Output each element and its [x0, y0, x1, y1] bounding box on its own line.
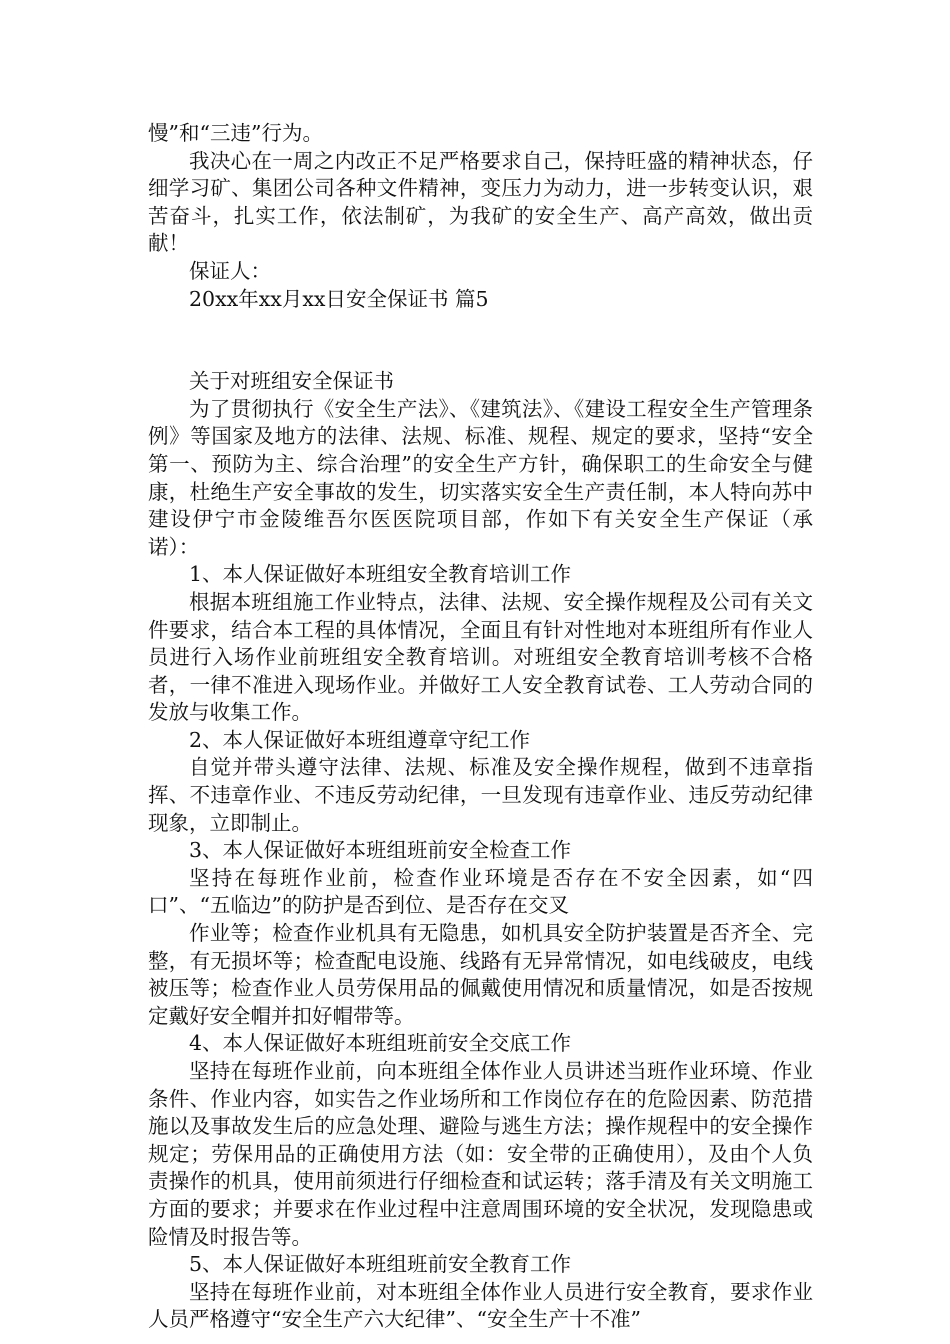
paragraph: 坚持在每班作业前，向本班组全体作业人员讲述当班作业环境、作业条件、作业内容，如实告之作业场所和工作岗位存在的危险因素、防范措施以及事故发生后的应急处理、避险与逃生方法；操作规程中的安全操作规定；劳保用品的正确使用方法（如：安全带的正确使用），及由个人负责操作的机具，使用前须进行仔细检查和试运转；落手清及有关文明施工方面的要求；并要求在作业过程中注意周围环境的安全状况，发现隐患或险情及时报告等。: [148, 1059, 813, 1249]
paragraph: 5、本人保证做好本班组班前安全教育工作: [189, 1252, 572, 1277]
paragraph: 坚持在每班作业前，对本班组全体作业人员进行安全教育，要求作业人员严格遵守“安全生产六大纪律”、“安全生产十不准”: [148, 1279, 813, 1332]
paragraph: 20xx年xx月xx日安全保证书 篇5: [189, 286, 489, 311]
paragraph: 关于对班组安全保证书: [189, 369, 394, 394]
paragraph: 4、本人保证做好本班组班前安全交底工作: [189, 1031, 572, 1056]
section-gap: [148, 313, 813, 368]
paragraph: 保证人：: [189, 258, 271, 283]
paragraph: 自觉并带头遵守法律、法规、标准及安全操作规程，做到不违章指挥、不违章作业、不违反劳动纪律，一旦发现有违章作业、违反劳动纪律现象，立即制止。: [148, 755, 813, 835]
paragraph: 根据本班组施工作业特点，法律、法规、安全操作规程及公司有关文件要求，结合本工程的具体情况，全面且有针对性地对本班组所有作业人员进行入场作业前班组安全教育培训。对班组安全教育培训考核不合格者，一律不准进入现场作业。并做好工人安全教育试卷、工人劳动合同的发放与收集工作。: [148, 589, 813, 725]
paragraph: 坚持在每班作业前，检查作业环境是否存在不安全因素，如“四口”、“五临边”的防护是否到位、是否存在交叉: [148, 865, 813, 918]
document-body: [148, 120, 813, 1334]
paragraph: 1、本人保证做好本班组安全教育培训工作: [189, 562, 572, 587]
paragraph: 为了贯彻执行《安全生产法》、《建筑法》、《建设工程安全生产管理条例》等国家及地方的法律、法规、标准、规程、规定的要求，坚持“安全第一、预防为主、综合治理”的安全生产方针，确保职工的生命安全与健康，杜绝生产安全事故的发生，切实落实安全生产责任制，本人特向苏中建设伊宁市金陵维吾尔医医院项目部，作如下有关安全生产保证（承诺）：: [148, 396, 813, 559]
paragraph: 2、本人保证做好本班组遵章守纪工作: [189, 727, 531, 752]
paragraph: 3、本人保证做好本班组班前安全检查工作: [189, 838, 572, 863]
paragraph: 我决心在一周之内改正不足严格要求自己，保持旺盛的精神状态，仔细学习矿、集团公司各种文件精神，变压力为动力，进一步转变认识，艰苦奋斗，扎实工作，依法制矿，为我矿的安全生产、高产高效，做出贡献！: [148, 148, 813, 256]
paragraph: 作业等；检查作业机具有无隐患，如机具安全防护装置是否齐全、完整，有无损坏等；检查配电设施、线路有无异常情况，如电线破皮，电线被压等；检查作业人员劳保用品的佩戴使用情况和质量情况，如是否按规定戴好安全帽并扣好帽带等。: [148, 921, 813, 1028]
paragraph: 慢”和“三违”行为。: [148, 121, 323, 145]
